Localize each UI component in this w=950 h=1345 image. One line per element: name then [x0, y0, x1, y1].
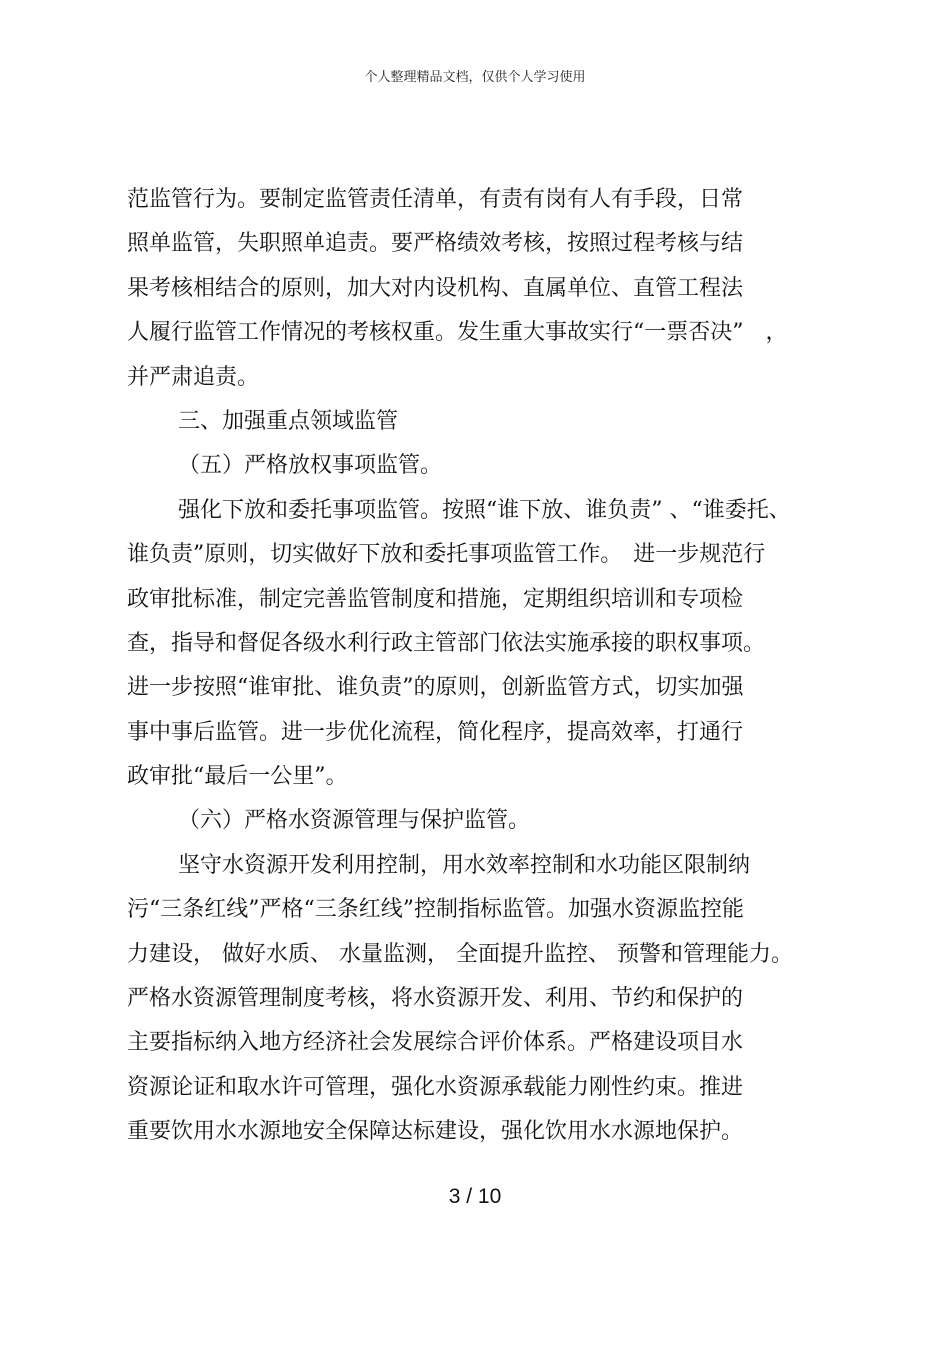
body-line: 强化下放和委托事项监管。按照“谁下放、谁负责” 、“谁委托、 [178, 497, 791, 523]
document-body [127, 178, 847, 1155]
subsection-heading: （六）严格水资源管理与保护监管。 [178, 808, 531, 834]
body-line: 范监管行为。要制定监管责任清单，有责有岗有人有手段，日常 [127, 187, 744, 212]
body-line: 政审批标准，制定完善监管制度和措施，定期组织培训和专项检 [127, 586, 744, 612]
body-line: 严格水资源管理制度考核，将水资源开发、利用、节约和保护的 [127, 986, 744, 1012]
body-line: 坚守水资源开发利用控制，用水效率控制和水功能区限制纳 [178, 852, 751, 878]
body-line: 照单监管，失职照单追责。要严格绩效考核，按照过程考核与结 [127, 231, 744, 257]
body-line: 事中事后监管。进一步优化流程，简化程序，提高效率，打通行 [127, 719, 744, 745]
body-line: 重要饮用水水源地安全保障达标建设，强化饮用水水源地保护。 [127, 1119, 744, 1145]
body-line: 人履行监管工作情况的考核权重。发生重大事故实行“一票否决” ， [127, 320, 788, 346]
subsection-heading: （五）严格放权事项监管。 [178, 453, 443, 479]
body-line: 政审批“最后一公里”。 [127, 764, 348, 790]
page-number: 3 / 10 [448, 1185, 502, 1208]
body-line: 污“三条红线”严格“三条红线”控制指标监管。加强水资源监控能 [127, 897, 744, 923]
body-line: 力建设， 做好水质、 水量监测， 全面提升监控、 预警和管理能力。 [127, 941, 793, 967]
body-line: 资源论证和取水许可管理，强化水资源承载能力刚性约束。推进 [127, 1074, 744, 1100]
page-header-note: 个人整理精品文档，仅供个人学习使用 [364, 70, 586, 85]
body-line: 进一步按照“谁审批、谁负责”的原则，创新监管方式，切实加强 [127, 675, 744, 701]
section-heading: 三、加强重点领域监管 [178, 408, 399, 434]
body-line: 谁负责”原则，切实做好下放和委托事项监管工作。 进一步规范行 [127, 542, 766, 568]
body-line: 主要指标纳入地方经济社会发展综合评价体系。严格建设项目水 [127, 1030, 744, 1056]
body-line: 并严肃追责。 [127, 364, 260, 390]
body-line: 查，指导和督促各级水利行政主管部门依法实施承接的职权事项。 [127, 630, 766, 656]
body-line: 果考核相结合的原则，加大对内设机构、直属单位、直管工程法 [127, 275, 744, 301]
